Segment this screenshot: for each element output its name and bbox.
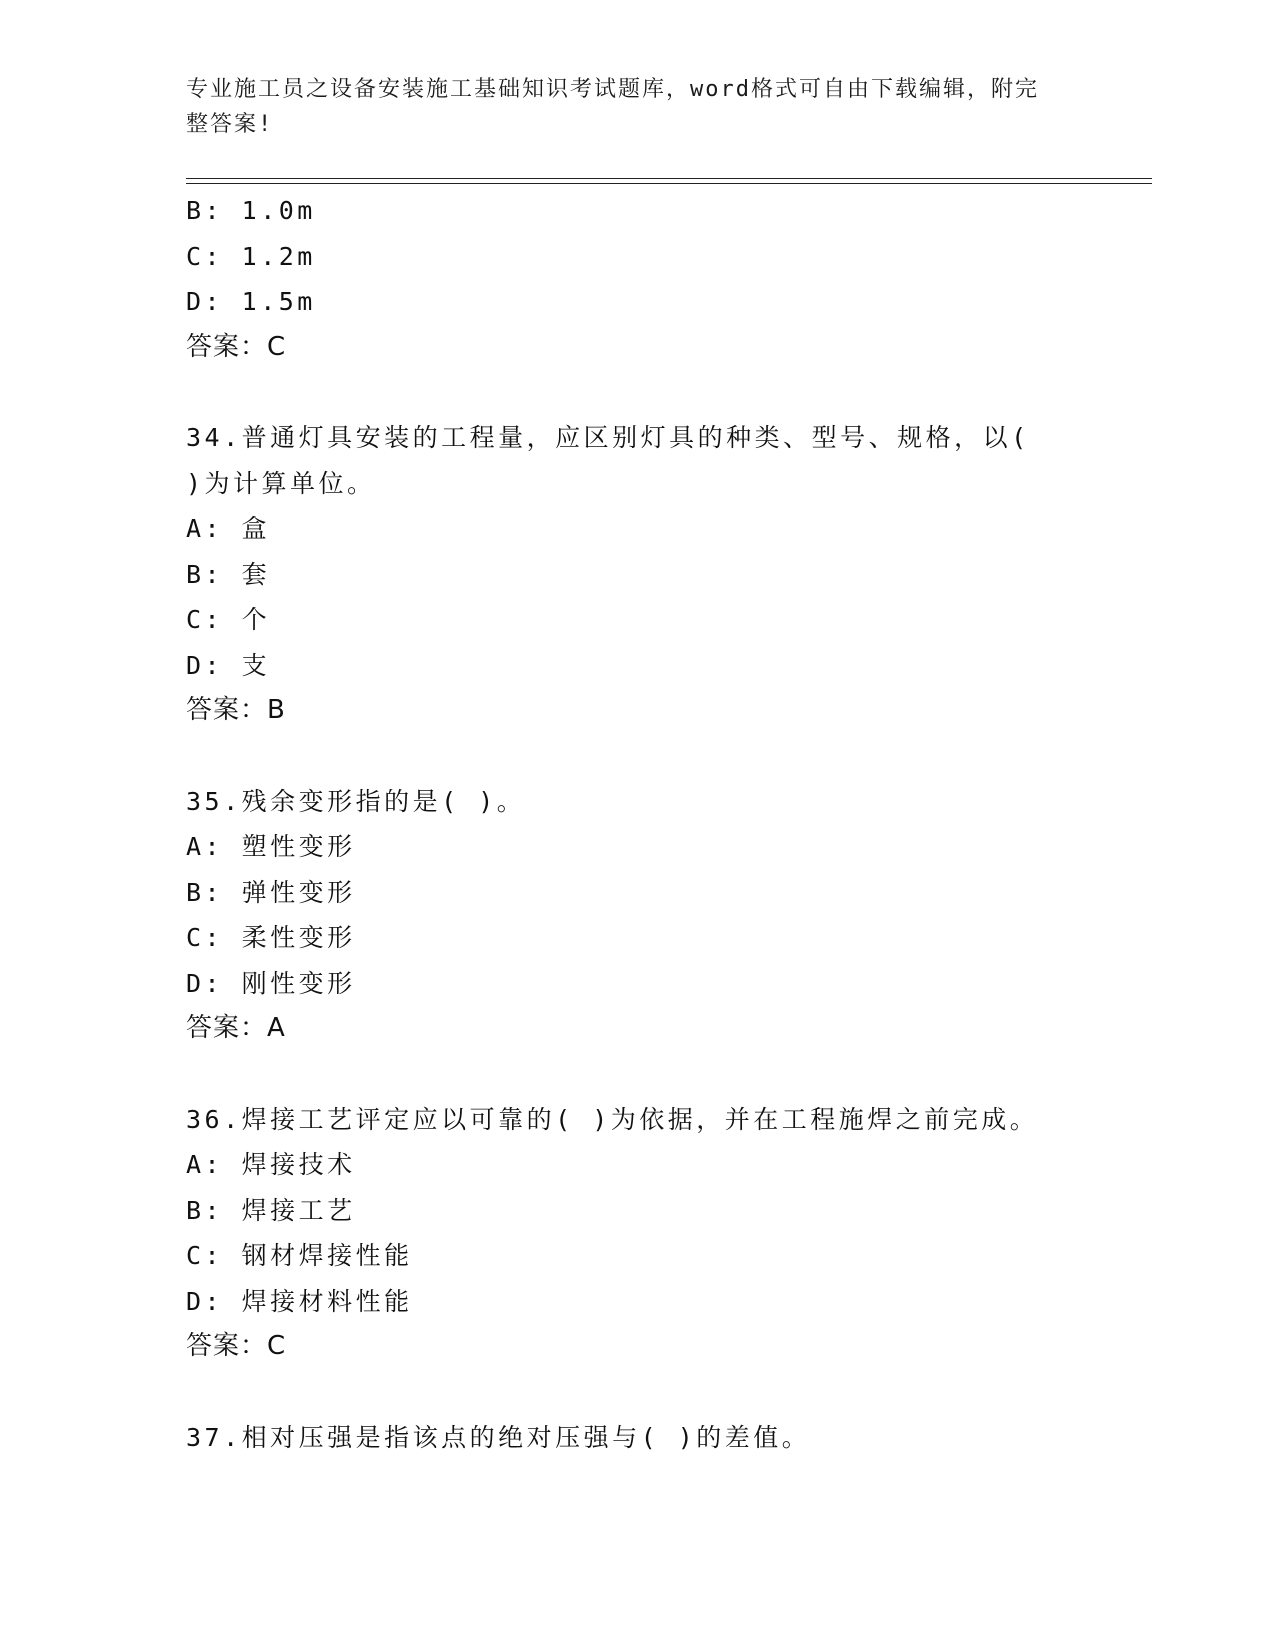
option-c: C: 1.2m [186,241,316,271]
page-header [186,72,1066,142]
option-c: C: 柔性变形 [186,923,356,952]
continued-question [186,188,1086,370]
option-a: A: 盒 [186,514,271,543]
option-b: B: 套 [186,559,271,589]
option-b: B: 焊接工艺 [186,1195,356,1225]
header-divider [186,178,1152,184]
option-d: D: 支 [186,650,271,680]
option-c: C: 个 [186,605,271,634]
option-b: B: 1.0m [186,196,316,225]
option-b: B: 弹性变形 [186,877,356,907]
option-a: A: 焊接技术 [186,1150,356,1179]
option-c: C: 钢材焊接性能 [186,1241,413,1270]
question-text-continued: )为计算单位。 [186,468,376,498]
spacer [186,1052,1086,1097]
question-35 [186,779,1086,1052]
spacer [186,370,1086,415]
option-d: D: 刚性变形 [186,968,356,998]
question-36 [186,1097,1086,1370]
spacer [186,734,1086,779]
question-text: 35.残余变形指的是( )。 [186,786,526,816]
document-body [186,188,1086,1460]
option-d: D: 1.5m [186,287,316,316]
question-text: 36.焊接工艺评定应以可靠的( )为依据，并在工程施焊之前完成。 [186,1104,1039,1134]
question-text: 34.普通灯具安装的工程量，应区别灯具的种类、型号、规格，以( [186,423,1030,452]
header-title-line-1: 专业施工员之设备安装施工基础知识考试题库，word格式可自由下载编辑，附完 [186,77,1039,102]
answer-line: 答案：C [186,331,287,362]
option-a: A: 塑性变形 [186,832,356,861]
answer-line: 答案：A [186,1013,286,1043]
header-title-line-2: 整答案! [186,112,274,137]
answer-line: 答案：B [186,695,286,725]
spacer [186,1370,1086,1415]
question-34 [186,415,1086,734]
question-text: 37.相对压强是指该点的绝对压强与( )的差值。 [186,1422,811,1452]
answer-line: 答案：C [186,1331,287,1361]
question-37 [186,1415,1086,1461]
option-d: D: 焊接材料性能 [186,1286,413,1316]
